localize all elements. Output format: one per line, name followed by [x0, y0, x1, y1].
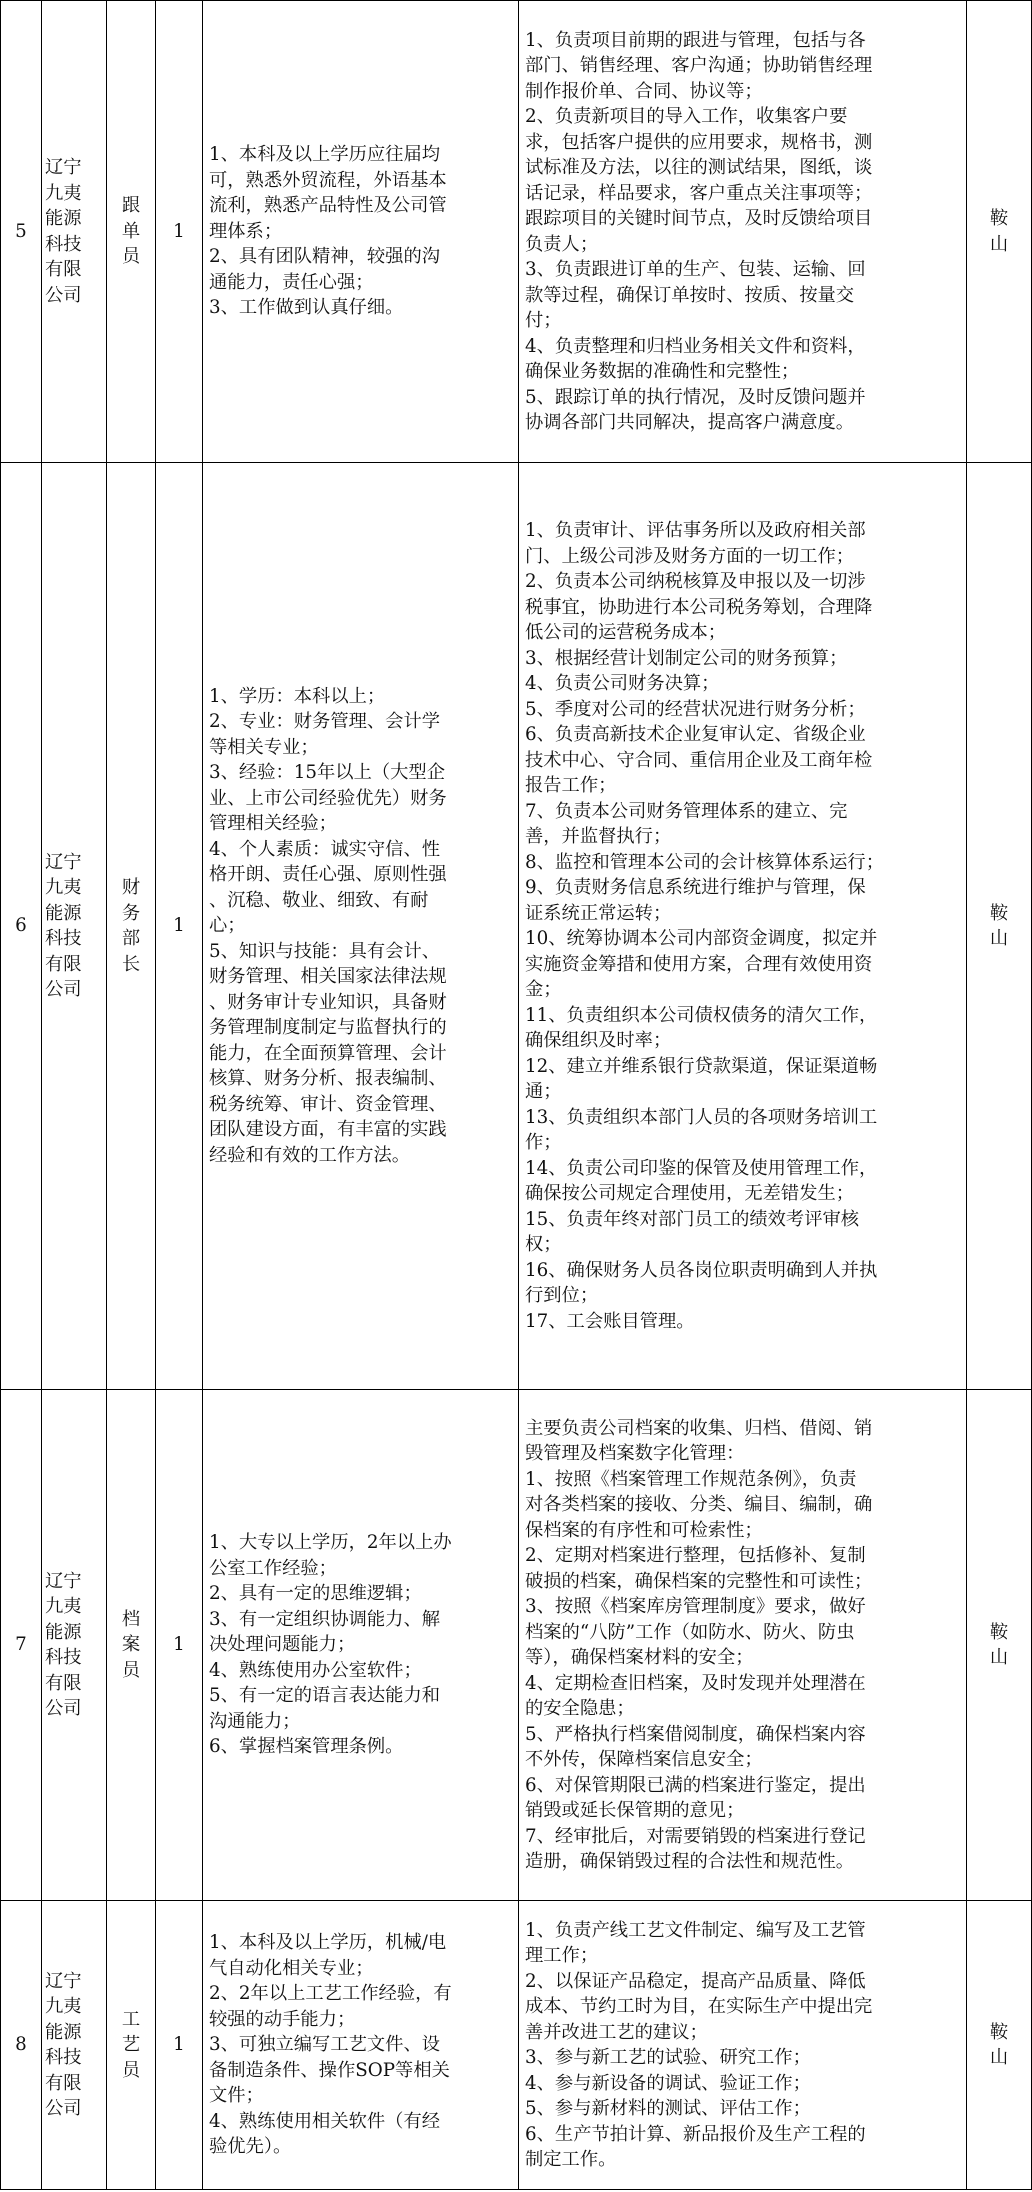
duties: 1、负责产线工艺文件制定、编写及工艺管 理工作； 2、以保证产品稳定，提高产品质量、降低 成本、节约工时为目，在实际生产中提出完 善并改进工艺的建议； 3、参与新工艺的试验、研究工作； 4、参与新设备的调试、验证工作； 5、参与新材料的测试、评估工作； 6、生产节拍计算、新品报价及生产工程的 制定工作。 — [519, 1901, 967, 2190]
position-title: 财 务 部 长 — [107, 463, 156, 1390]
table-row — [1, 1390, 1032, 1901]
work-location: 鞍 山 — [967, 1, 1032, 463]
headcount: 1 — [156, 1901, 203, 2190]
work-location: 鞍 山 — [967, 463, 1032, 1390]
work-location: 鞍 山 — [967, 1901, 1032, 2190]
requirements: 1、大专以上学历，2年以上办 公室工作经验； 2、具有一定的思维逻辑； 3、有一定组织协调能力、解 决处理问题能力； 4、熟练使用办公室软件； 5、有一定的语言表达能力和 沟通能力； 6、掌握档案管理条例。 — [203, 1390, 519, 1901]
row-number: 5 — [1, 1, 42, 463]
row-number: 8 — [1, 1901, 42, 2190]
row-number: 6 — [1, 463, 42, 1390]
headcount: 1 — [156, 1, 203, 463]
row-number: 7 — [1, 1390, 42, 1901]
headcount: 1 — [156, 1390, 203, 1901]
table-row — [1, 1901, 1032, 2190]
company-name: 辽宁 九夷 能源 科技 有限 公司 — [42, 1901, 107, 2190]
company-name: 辽宁 九夷 能源 科技 有限 公司 — [42, 463, 107, 1390]
position-title: 跟 单 员 — [107, 1, 156, 463]
table-row — [1, 463, 1032, 1390]
position-title: 工 艺 员 — [107, 1901, 156, 2190]
work-location: 鞍 山 — [967, 1390, 1032, 1901]
company-name: 辽宁 九夷 能源 科技 有限 公司 — [42, 1390, 107, 1901]
table-row — [1, 1, 1032, 463]
duties: 1、负责项目前期的跟进与管理，包括与各 部门、销售经理、客户沟通；协助销售经理 制作报价单、合同、协议等； 2、负责新项目的导入工作，收集客户要 求，包括客户提供的应用要求，规格书，测 试标准及方法，以往的测试结果，图纸，谈 话记录，样品要求，客户重点关注事项等； 跟踪项目的关键时间节点，及时反馈给项目 负责人； 3、负责跟进订单的生产、包装、运输、回 款等过程，确保订单按时、按质、按量交 付； 4、负责整理和归档业务相关文件和资料， 确保业务数据的准确性和完整性； 5、跟踪订单的执行情况，及时反馈问题并 协调各部门共同解决，提高客户满意度。 — [519, 1, 967, 463]
requirements: 1、学历：本科以上； 2、专业：财务管理、会计学 等相关专业； 3、经验：15年以上（大型企 业、上市公司经验优先）财务 管理相关经验； 4、个人素质：诚实守信、性 格开朗、责任心强、原则性强 、沉稳、敬业、细致、有耐 心； 5、知识与技能：具有会计、 财务管理、相关国家法律法规 、财务审计专业知识，具备财 务管理制度制定与监督执行的 能力，在全面预算管理、会计 核算、财务分析、报表编制、 税务统筹、审计、资金管理、 团队建设方面，有丰富的实践 经验和有效的工作方法。 — [203, 463, 519, 1390]
requirements: 1、本科及以上学历应往届均 可，熟悉外贸流程，外语基本 流利，熟悉产品特性及公司管 理体系； 2、具有团队精神，较强的沟 通能力，责任心强； 3、工作做到认真仔细。 — [203, 1, 519, 463]
duties: 1、负责审计、评估事务所以及政府相关部 门、上级公司涉及财务方面的一切工作； 2、负责本公司纳税核算及申报以及一切涉 税事宜，协助进行本公司税务筹划，合理降 低公司的运营税务成本； 3、根据经营计划制定公司的财务预算； 4、负责公司财务决算； 5、季度对公司的经营状况进行财务分析； 6、负责高新技术企业复审认定、省级企业 技术中心、守合同、重信用企业及工商年检 报告工作； 7、负责本公司财务管理体系的建立、完 善，并监督执行； 8、监控和管理本公司的会计核算体系运行； 9、负责财务信息系统进行维护与管理，保 证系统正常运转； 10、统筹协调本公司内部资金调度，拟定并 实施资金筹措和使用方案，合理有效使用资 金； 11、负责组织本公司债权债务的清欠工作， 确保组织及时率； 12、建立并维系银行贷款渠道，保证渠道畅 通； 13、负责组织本部门人员的各项财务培训工 作； 14、负责公司印鉴的保管及使用管理工作， 确保按公司规定合理使用，无差错发生； 15、负责年终对部门员工的绩效考评审核 权； 16、确保财务人员各岗位职责明确到人并执 行到位； 17、工会账目管理。 — [519, 463, 967, 1390]
headcount: 1 — [156, 463, 203, 1390]
position-title: 档 案 员 — [107, 1390, 156, 1901]
company-name: 辽宁 九夷 能源 科技 有限 公司 — [42, 1, 107, 463]
requirements: 1、本科及以上学历，机械/电 气自动化相关专业； 2、2年以上工艺工作经验，有 较强的动手能力； 3、可独立编写工艺文件、设 备制造条件、操作SOP等相关 文件； 4、熟练使用相关软件（有经 验优先）。 — [203, 1901, 519, 2190]
duties: 主要负责公司档案的收集、归档、借阅、销 毁管理及档案数字化管理： 1、按照《档案管理工作规范条例》，负责 对各类档案的接收、分类、编目、编制，确 保档案的有序性和可检索性； 2、定期对档案进行整理，包括修补、复制 破损的档案，确保档案的完整性和可读性； 3、按照《档案库房管理制度》要求，做好 档案的“八防”工作（如防水、防火、防虫 等），确保档案材料的安全； 4、定期检查旧档案，及时发现并处理潜在 的安全隐患； 5、严格执行档案借阅制度，确保档案内容 不外传，保障档案信息安全； 6、对保管期限已满的档案进行鉴定，提出 销毁或延长保管期的意见； 7、经审批后，对需要销毁的档案进行登记 造册，确保销毁过程的合法性和规范性。 — [519, 1390, 967, 1901]
